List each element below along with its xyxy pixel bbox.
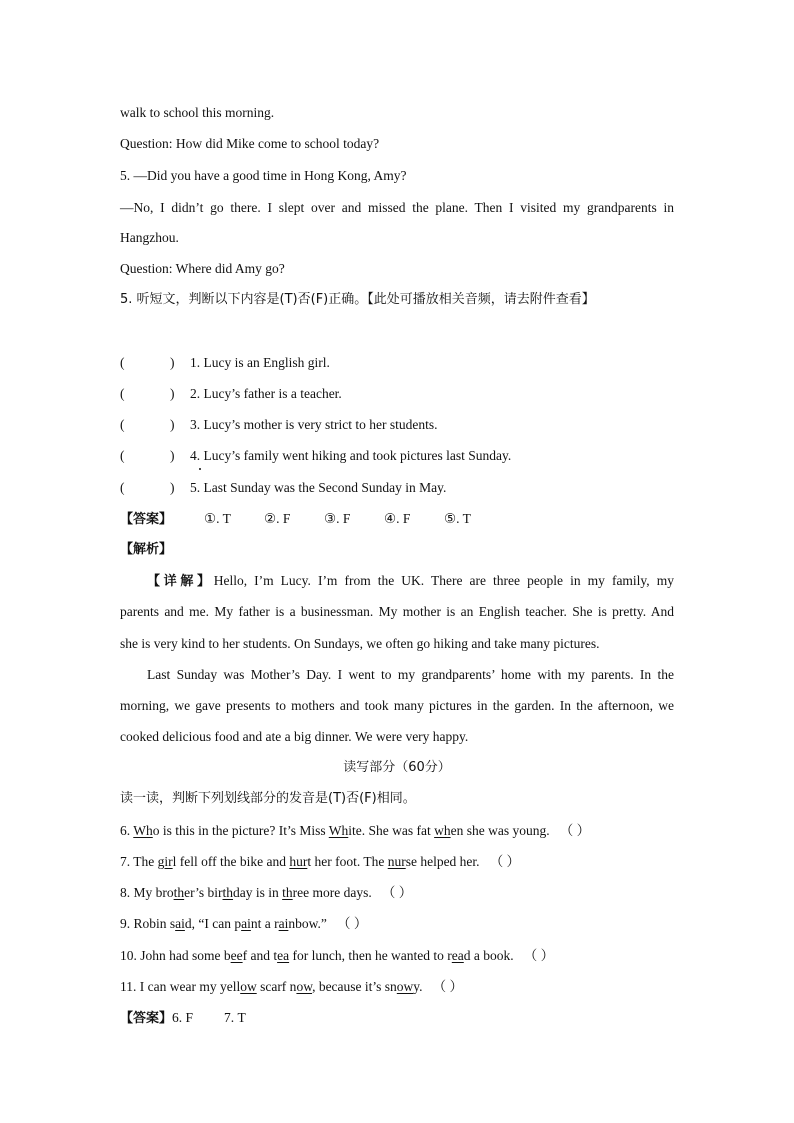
- paren-right: ): [170, 480, 175, 495]
- question-5: Question: Where did Amy go?: [120, 261, 285, 276]
- question-11: [120, 978, 463, 996]
- paren-left: (: [120, 355, 125, 370]
- detail-p1-line-3: she is very kind to her students. On Sundays, we often go hiking and take many pictures.: [120, 636, 600, 651]
- q10-text-2: for lunch, then he wanted to r: [289, 948, 452, 963]
- q11-text-2: , because it’s sn: [312, 979, 397, 994]
- answer-5: ⑤. T: [444, 511, 471, 526]
- tf-item-1: [120, 354, 330, 372]
- answer-label: 【答案】: [120, 512, 173, 527]
- paren-left: (: [120, 417, 125, 432]
- q10-underline-2: ea: [277, 948, 290, 963]
- q8-text-3: ree more days.: [292, 885, 372, 900]
- paren-left: (: [120, 448, 125, 463]
- reading-answer-row: [120, 1009, 246, 1028]
- q6-underline-1: Wh: [133, 823, 153, 838]
- paren-right: ): [170, 417, 175, 432]
- q6-num: 6.: [120, 823, 134, 838]
- q9-text-3: nbow.”: [288, 916, 327, 931]
- detail-p1-line-2: parents and me. My father is a businessman. My mother is an English teacher. She is pretty. And: [120, 604, 674, 619]
- q7-text-3: se helped her.: [405, 854, 480, 869]
- q11-underline-3: ow: [396, 979, 414, 994]
- passage-tail: walk to school this morning.: [120, 105, 275, 120]
- q11-answer-blank[interactable]: （ ）: [432, 979, 464, 994]
- paren-left: (: [120, 386, 125, 401]
- answer-2: ②. F: [264, 511, 291, 526]
- question-7: [120, 853, 520, 871]
- q10-num: 10. John had some b: [120, 948, 231, 963]
- tf-item-5: [120, 479, 446, 497]
- reading-answer-6: 6. F: [172, 1010, 194, 1025]
- tf-item-3: [120, 416, 437, 434]
- item-5-line-c: Hangzhou.: [120, 230, 179, 245]
- tf-item-2: [120, 385, 342, 403]
- q6-underline-3: wh: [434, 823, 451, 838]
- q9-underline-3: ai: [278, 916, 289, 931]
- detail-p2-line-1: Last Sunday was Mother’s Day. I went to my grandparents’ home with my parents. In the: [147, 667, 674, 682]
- section-5-heading: 5. 听短文，判断以下内容是(T)否(F)正确。【此处可播放相关音频，请去附件查看】: [120, 292, 595, 307]
- q6-text-3: en she was young.: [450, 823, 550, 838]
- tf-item-text: 2. Lucy’s father is a teacher.: [190, 386, 342, 401]
- q11-num: 11. I can wear my yell: [120, 979, 241, 994]
- q7-underline-2: hur: [289, 854, 308, 869]
- q10-underline-1: ee: [230, 948, 243, 963]
- stray-dot: [199, 468, 201, 470]
- tf-item-text: 5. Last Sunday was the Second Sunday in May.: [190, 480, 447, 495]
- q7-underline-1: gir: [157, 854, 173, 869]
- item-5-line-a: 5. —Did you have a good time in Hong Kong, Amy?: [120, 168, 407, 183]
- reading-instruction: 读一读，判断下列划线部分的发音是(T)否(F)相同。: [120, 791, 416, 806]
- q8-num: 8. My bro: [120, 885, 174, 900]
- q6-text-2: ite. She was fat: [348, 823, 435, 838]
- tf-item-text: 4. Lucy’s family went hiking and took pictures last Sunday.: [190, 448, 512, 463]
- question-4: Question: How did Mike come to school today?: [120, 136, 380, 151]
- q7-num: 7. The: [120, 854, 158, 869]
- answer-3: ③. F: [324, 511, 351, 526]
- question-9: [120, 915, 367, 933]
- q11-underline-2: ow: [296, 979, 313, 994]
- q6-answer-blank[interactable]: （ ）: [559, 823, 591, 838]
- reading-writing-heading: 读写部分（60分）: [343, 760, 451, 775]
- q7-text-2: t her foot. The: [307, 854, 388, 869]
- q8-answer-blank[interactable]: （ ）: [381, 885, 413, 900]
- q9-underline-1: ai: [175, 916, 185, 931]
- answer-4: ④. F: [384, 511, 411, 526]
- item-5-line-b: —No, I didn’t go there. I slept over and missed the plane. Then I visited my grandparents in: [120, 200, 674, 215]
- paren-right: ): [170, 448, 175, 463]
- analysis-label: 【解析】: [120, 542, 173, 557]
- answer-1: ①. T: [204, 511, 231, 526]
- detail-p2-line-2: morning, we gave presents to mothers and took many pictures in the garden. In the afternoon, we: [120, 698, 674, 713]
- q6-text-1: o is this in the picture? It’s Miss: [152, 823, 329, 838]
- q8-underline-1: th: [173, 885, 185, 900]
- tf-item-4: [120, 447, 511, 465]
- q10-text-3: d a book.: [463, 948, 514, 963]
- q9-num: 9. Robin s: [120, 916, 176, 931]
- q7-answer-blank[interactable]: （ ）: [489, 854, 521, 869]
- q10-answer-blank[interactable]: （ ）: [523, 948, 555, 963]
- paren-right: ): [170, 355, 175, 370]
- reading-answer-7: 7. T: [224, 1010, 246, 1025]
- q10-text-1: f and t: [242, 948, 278, 963]
- question-6: [120, 822, 590, 840]
- q9-text-2: nt a r: [250, 916, 279, 931]
- q7-underline-3: nur: [387, 854, 406, 869]
- detail-label: 【详解】: [147, 574, 214, 589]
- q8-text-1: er’s bir: [184, 885, 223, 900]
- q11-underline-1: ow: [240, 979, 257, 994]
- question-8: [120, 884, 412, 902]
- q9-text-1: d, “I can p: [184, 916, 242, 931]
- detail-p1-line-1: [147, 572, 674, 591]
- q8-underline-3: th: [282, 885, 293, 900]
- q11-text-3: y.: [413, 979, 423, 994]
- detail-p1-text-1: Hello, I’m Lucy. I’m from the UK. There are three people in my family, my: [213, 573, 674, 588]
- q11-text-1: scarf n: [256, 979, 297, 994]
- paren-left: (: [120, 480, 125, 495]
- q9-underline-2: ai: [241, 916, 251, 931]
- detail-p2-line-3: cooked delicious food and ate a big dinner. We were very happy.: [120, 729, 469, 744]
- q8-text-2: day is in: [233, 885, 283, 900]
- paren-right: ): [170, 386, 175, 401]
- tf-item-text: 3. Lucy’s mother is very strict to her students.: [190, 417, 438, 432]
- reading-answer-label: 【答案】: [120, 1011, 173, 1026]
- q10-underline-3: ea: [451, 948, 464, 963]
- tf-item-text: 1. Lucy is an English girl.: [190, 355, 330, 370]
- q7-text-1: l fell off the bike and: [172, 854, 290, 869]
- q8-underline-2: th: [222, 885, 234, 900]
- q6-underline-2: Wh: [328, 823, 349, 838]
- answer-row: [120, 510, 471, 529]
- question-10: [120, 947, 554, 965]
- q9-answer-blank[interactable]: （ ）: [337, 916, 368, 931]
